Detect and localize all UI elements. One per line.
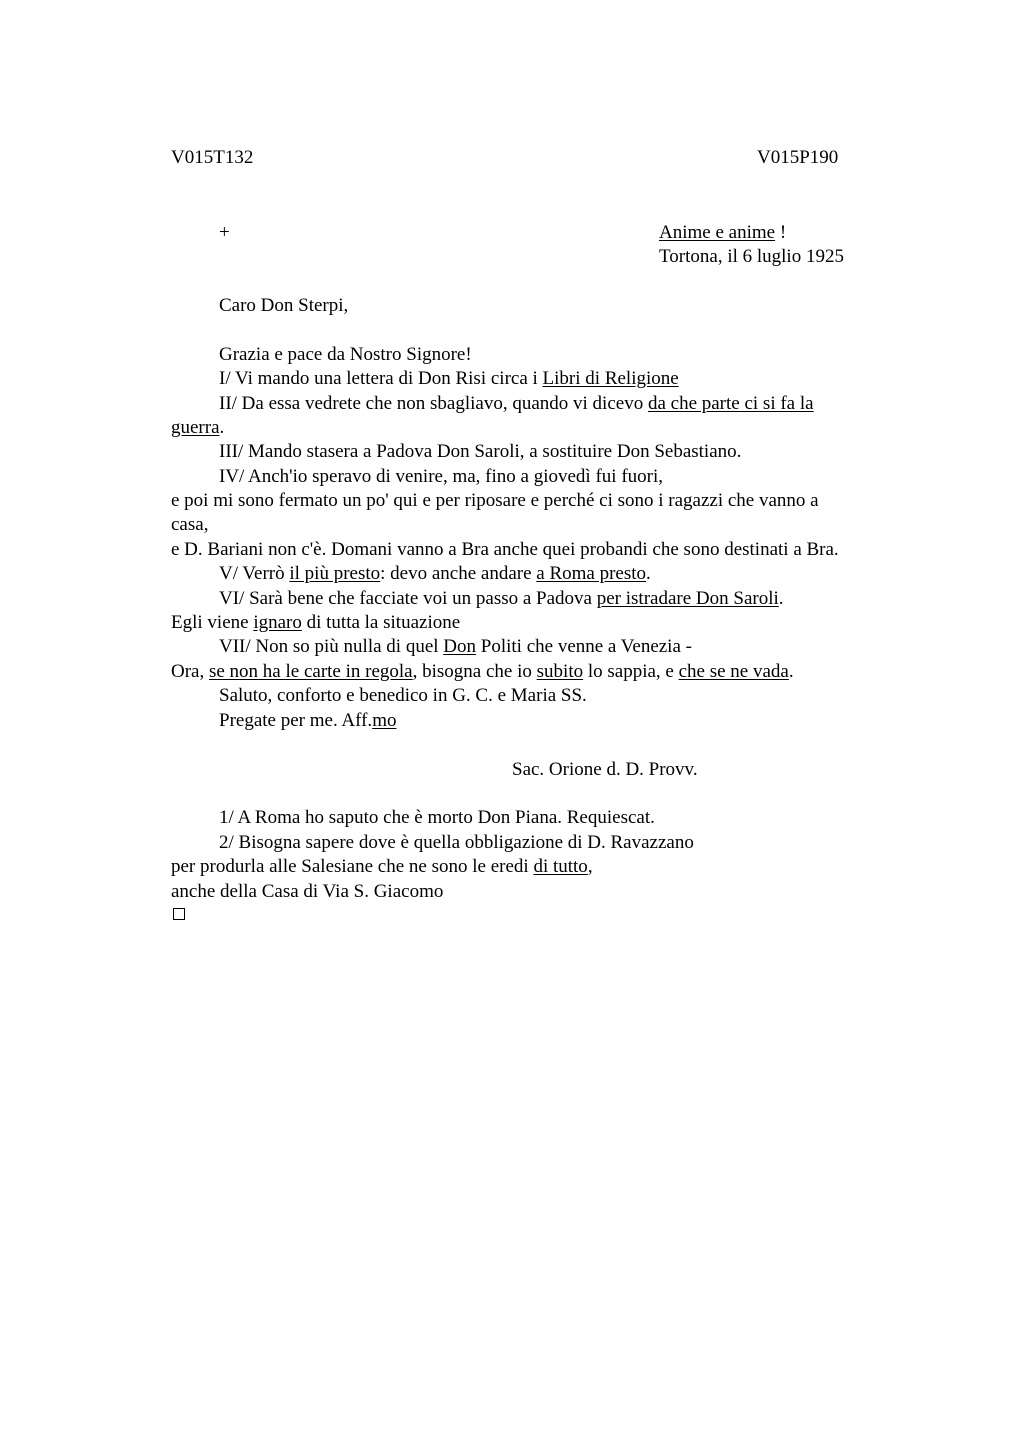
p7-text-b: Politi che venne a Venezia -	[476, 636, 692, 657]
closing-line-2	[219, 709, 396, 733]
p6-underlined: per istradare Don Saroli	[596, 588, 779, 609]
paragraph-4-line-4: e D. Bariani non c'è. Domani vanno a Bra anche quei probandi che sono destinati a Bra.	[171, 539, 839, 560]
paragraph-5	[219, 562, 651, 586]
p2-text: II/ Da essa vedrete che non sbagliavo, quando vi dicevo	[219, 393, 648, 414]
p2-underlined-1: da che parte ci si fa la	[647, 393, 814, 414]
ps2-line2-underlined: di tutto	[533, 856, 588, 877]
salutation: Caro Don Sterpi,	[219, 295, 349, 316]
postscript-1: 1/ A Roma ho saputo che è morto Don Piana. Requiescat.	[219, 807, 655, 828]
postscript-2-line-1: 2/ Bisogna sapere dove è quella obbligazione di D. Ravazzano	[219, 832, 694, 853]
paragraph-6-line-2	[171, 611, 460, 635]
paragraph-6-line-1	[219, 587, 784, 611]
date-line: Tortona, il 6 luglio 1925	[659, 246, 844, 267]
postscript-2-line-2	[171, 855, 593, 879]
archive-code-left: V015T132	[171, 147, 254, 168]
p5-underlined-1: il più presto	[289, 563, 381, 584]
p7-line2-a: Ora,	[171, 661, 209, 682]
p2-underlined-2: guerra	[171, 417, 220, 438]
p7-line2-b: , bisogna che io	[412, 661, 537, 682]
p2-end: .	[219, 417, 225, 438]
p1-text: I/ Vi mando una lettera di Don Risi circa i	[219, 368, 543, 389]
ps2-line2-b: ,	[587, 856, 593, 877]
p5-text-a: V/ Verrò	[219, 563, 290, 584]
p6-text-a: VI/ Sarà bene che facciate voi un passo a Padova	[219, 588, 597, 609]
paragraph-4-line-3: casa,	[171, 514, 209, 535]
paragraph-1	[219, 367, 679, 391]
p5-underlined-2: a Roma presto	[536, 563, 647, 584]
motto-underlined: Anime e anime	[659, 222, 776, 243]
p7-line2-underlined-2: subito	[536, 661, 584, 682]
closing2-text: Pregate per me. Aff.	[219, 710, 373, 731]
p7-line2-c: lo sappia, e	[583, 661, 679, 682]
p7-line2-d: .	[788, 661, 794, 682]
paragraph-3: III/ Mando stasera a Padova Don Saroli, a sostituire Don Sebastiano.	[219, 441, 742, 462]
p6-line2-a: Egli viene	[171, 612, 254, 633]
p6-text-b: .	[778, 588, 784, 609]
p7-text-a: VII/ Non so più nulla di quel	[219, 636, 444, 657]
postscript-2-line-3: anche della Casa di Via S. Giacomo	[171, 881, 444, 902]
square-outline-icon	[173, 908, 185, 920]
p5-text-c: .	[646, 563, 651, 584]
paragraph-2-line-2	[171, 416, 224, 440]
signature: Sac. Orione d. D. Provv.	[512, 759, 698, 780]
paragraph-2-line-1	[219, 392, 814, 416]
p5-text-b: : devo anche andare	[380, 563, 537, 584]
paragraph-4-line-2: e poi mi sono fermato un po' qui e per riposare e perché ci sono i ragazzi che vanno a	[171, 490, 819, 511]
p1-underlined: Libri di Religione	[542, 368, 679, 389]
closing-line-1: Saluto, conforto e benedico in G. C. e Maria SS.	[219, 685, 587, 706]
paragraph-4-line-1: IV/ Anch'io speravo di venire, ma, fino a giovedì fui fuori,	[219, 466, 664, 487]
p7-line2-underlined-1: se non ha le carte in regola	[208, 661, 413, 682]
closing2-underlined: mo	[372, 710, 397, 731]
p6-line2-underlined: ignaro	[253, 612, 302, 633]
motto-tail: !	[775, 222, 787, 243]
paragraph-7-line-1	[219, 635, 692, 659]
p7-underlined: Don	[443, 636, 477, 657]
ps2-line2-a: per produrla alle Salesiane che ne sono le eredi	[171, 856, 534, 877]
p6-line2-b: di tutta la situazione	[301, 612, 461, 633]
archive-code-right: V015P190	[757, 147, 839, 168]
greeting: Grazia e pace da Nostro Signore!	[219, 344, 472, 365]
p7-line2-underlined-3: che se ne vada	[678, 661, 789, 682]
cross-symbol: +	[219, 222, 230, 243]
motto-line	[659, 221, 786, 245]
paragraph-7-line-2	[171, 660, 794, 684]
